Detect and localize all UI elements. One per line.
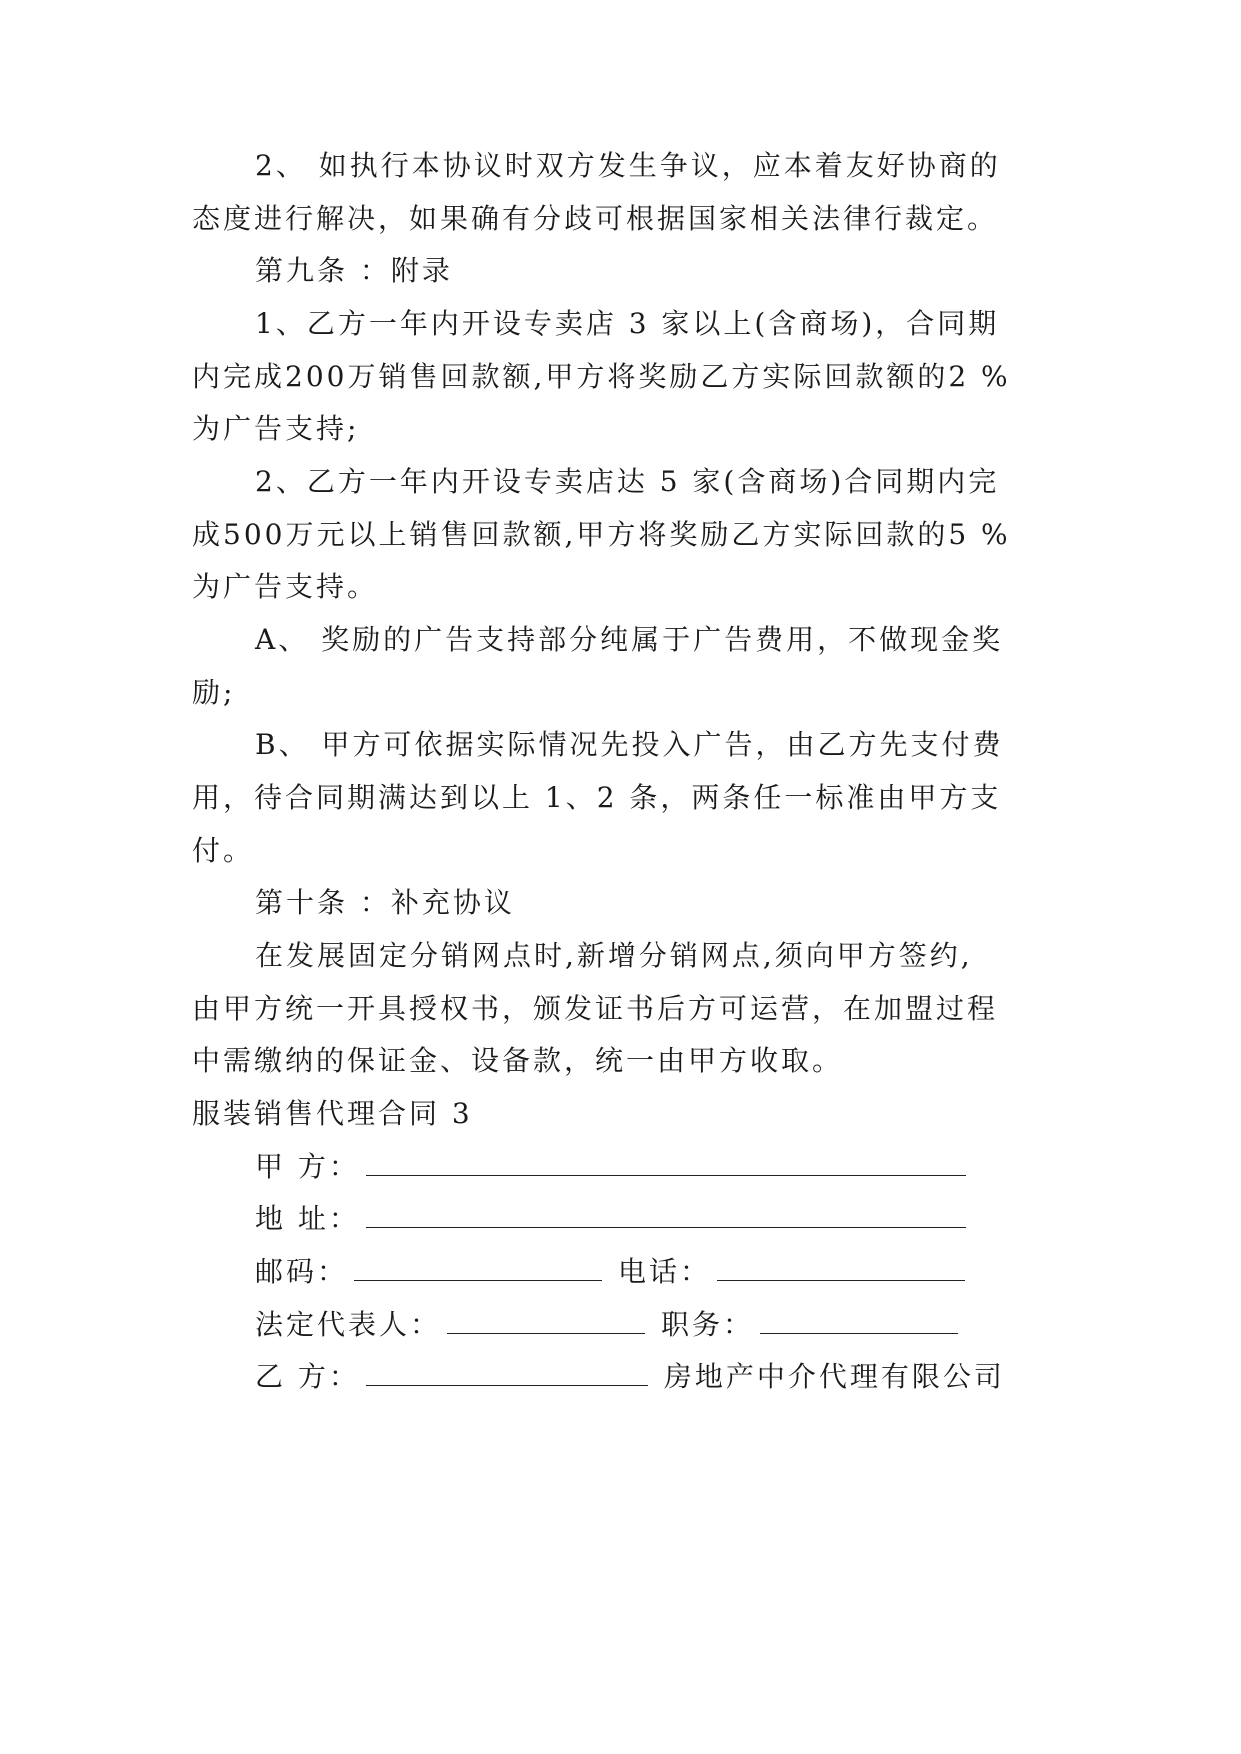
article-9-heading: 第九条 ：附录 — [255, 254, 453, 287]
paragraph-supplement-line-2: 由甲方统一开具授权书，颁发证书后方可运营，在加盟过程 — [192, 992, 999, 1025]
paragraph-appendix-1-line-1: 1、乙方一年内开设专卖店 3 家以上(含商场)，合同期 — [255, 307, 1000, 340]
phone-blank[interactable] — [717, 1258, 965, 1281]
paragraph-supplement-line-3: 中需缴纳的保证金、设备款，统一由甲方收取。 — [192, 1044, 844, 1077]
paragraph-b-line-1: B、 甲方可依据实际情况先投入广告，由乙方先支付费 — [255, 728, 1004, 761]
postcode-phone-row — [255, 1254, 971, 1290]
paragraph-b-line-2: 用，待合同期满达到以上 1、2 条，两条任一标准由甲方支 — [192, 781, 1002, 814]
position-blank[interactable] — [760, 1311, 958, 1334]
article-10-heading: 第十条 ：补充协议 — [255, 886, 515, 919]
paragraph-supplement-line-1: 在发展固定分销网点时,新增分销网点,须向甲方签约, — [255, 939, 973, 972]
contract-title: 服装销售代理合同 3 — [192, 1097, 473, 1130]
legal-rep-blank[interactable] — [447, 1311, 645, 1334]
paragraph-appendix-2-line-2: 成500万元以上销售回款额,甲方将奖励乙方实际回款的5 % — [192, 518, 1011, 551]
legal-rep-row — [255, 1307, 964, 1343]
address-blank[interactable] — [366, 1205, 966, 1228]
paragraph-appendix-1-line-3: 为广告支持; — [192, 412, 360, 445]
party-b-blank[interactable] — [366, 1363, 648, 1386]
party-b-label: 乙 方： — [255, 1360, 360, 1393]
party-b-suffix: 房地产中介代理有限公司 — [663, 1360, 1005, 1393]
paragraph-b-line-3: 付。 — [192, 834, 255, 867]
party-a-blank[interactable] — [366, 1153, 966, 1176]
party-b-row — [255, 1359, 1005, 1395]
paragraph-appendix-1-line-2: 内完成200万销售回款额,甲方将奖励乙方实际回款额的2 % — [192, 360, 1011, 393]
party-a-row — [255, 1149, 972, 1185]
position-label: 职务： — [661, 1308, 755, 1341]
address-label: 地 址： — [255, 1202, 360, 1235]
paragraph-dispute-line-1: 2、 如执行本协议时双方发生争议，应本着友好协商的 — [255, 149, 1001, 182]
paragraph-appendix-2-line-1: 2、乙方一年内开设专卖店达 5 家(含商场)合同期内完 — [255, 465, 1000, 498]
paragraph-a-line-1: A、 奖励的广告支持部分纯属于广告费用，不做现金奖 — [255, 623, 1004, 656]
postcode-label: 邮码： — [255, 1255, 349, 1288]
party-a-label: 甲 方： — [255, 1150, 360, 1183]
paragraph-a-line-2: 励; — [192, 676, 236, 709]
phone-label: 电话： — [618, 1255, 712, 1288]
paragraph-dispute-line-2: 态度进行解决，如果确有分歧可根据国家相关法律行裁定。 — [192, 202, 999, 235]
paragraph-appendix-2-line-3: 为广告支持。 — [192, 570, 379, 603]
address-row — [255, 1201, 972, 1237]
postcode-blank[interactable] — [354, 1258, 602, 1281]
legal-rep-label: 法定代表人： — [255, 1308, 442, 1341]
